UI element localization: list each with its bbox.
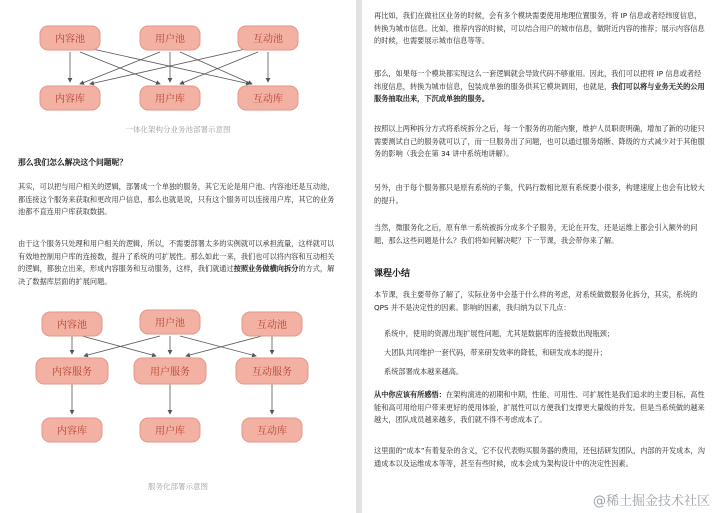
- svc-node-user-db-label: 用户库: [155, 426, 185, 437]
- svc-node-interaction-db-label: 互动库: [257, 426, 287, 437]
- right-paragraph-6: 本节课，我主要带你了解了，实际业务中会基于什么样的考虑，对系统做微服务化拆分，其实，系统的 QPS 并不是决定性的因素。影响的因素，我归纳为以下几点：: [374, 290, 698, 312]
- right-paragraph-4: 另外，由于每个服务都只是原有系统的子集，代码行数相比原有系统要小很多，构建速度上也会有比较大的提升。: [374, 183, 705, 205]
- summary-section-title: 课程小结: [374, 269, 411, 279]
- svc-node-interaction-service-label: 互动服务: [252, 367, 292, 378]
- right-page: [362, 0, 720, 513]
- diagram2-top-row: [42, 310, 302, 336]
- watermark: @稀土掘金技术社区: [592, 494, 710, 509]
- diagram2-caption: 服务化部署示意图: [148, 482, 208, 491]
- diagram1-top-row: [40, 26, 298, 50]
- right-paragraph-5: 当然，微服务化之后，原有单一系统被拆分成多个子服务，无论在开发，还是运维上都会引入额外的问题，那么这些问题是什么？我们将如何解决呢？下一节课，我会带你来了解。: [374, 223, 698, 245]
- right-paragraph-3: 按照以上两种拆分方式将系统拆分之后，每一个服务的功能内聚，维护人员职责明确，增加了新的功能只需要测试自己的服务就可以了，而一旦服务出了问题，也可以通过服务熔断、降级的方式减少对于其他服务的影响（我会在第 34 讲中系统地讲解）。: [374, 124, 705, 159]
- left-paragraph-1: 其实，可以把与用户相关的逻辑，部署成一个单独的服务，其它无论是用户池、内容池还是互动池，都连接这个服务来获取和更改用户信息，那么也就是说，只有这个服务可以连接用户库，其它的业务池都不直连用户库获取数据。: [18, 182, 335, 217]
- node-interaction-db-label: 互动库: [253, 94, 283, 105]
- diagram2-bottom-row: [42, 418, 302, 442]
- summary-bullet-2: 大团队共同维护一套代码，带来研发效率的降低，和研发成本的提升；: [384, 348, 607, 357]
- svc-node-user-pool-label: 用户池: [155, 318, 185, 329]
- svc-node-content-db-label: 内容库: [57, 426, 87, 437]
- right-paragraph-8: 这里面的“成本”有着复杂的含义，它不仅代表购买服务器的费用，还包括研发团队，内部的开发成本，沟通成本以及运维成本等等，甚至有些时候，成本会成为架构设计中的决定性因素。: [374, 446, 705, 468]
- diagram1-arrows: [70, 48, 268, 84]
- left-paragraph-2: [18, 238, 336, 288]
- svc-node-user-service-label: 用户服务: [150, 367, 190, 378]
- summary-bullet-3: 系统部署成本越来越高。: [384, 367, 464, 376]
- diagram2-mid-row: [36, 358, 308, 384]
- node-content-pool-label: 内容池: [55, 34, 85, 45]
- diagram-service-deployment: [0, 300, 356, 470]
- right-paragraph-7: [374, 389, 708, 427]
- question-heading: 那么我们怎么解决这个问题呢？: [18, 158, 128, 167]
- node-interaction-pool-label: 互动池: [253, 34, 283, 45]
- left-p2-tail: 的方式，解决了数据库层面的扩展问题。: [18, 264, 335, 286]
- left-p2-text: 由于这个服务只处理和用户相关的逻辑，所以，不需要部署太多的实例就可以承担流量，这样就可以有效地控制用户库的连接数，提升了系统的可扩展性。那么如此一来，我们也可以将内容和互动相关的逻辑，都独立出来，形成内容服务和互动服务，这样，我们就通过: [18, 239, 335, 274]
- svc-node-interaction-pool-label: 互动池: [257, 320, 287, 331]
- left-p2-bold: 按照业务做横向拆分: [233, 264, 299, 274]
- right-p7-bold: 从中你应该有所感悟：: [374, 390, 446, 399]
- node-user-db-label: 用户库: [155, 94, 185, 105]
- right-paragraph-2: [374, 68, 708, 106]
- svc-node-content-pool-label: 内容池: [57, 320, 87, 331]
- node-user-pool-label: 用户池: [155, 34, 185, 45]
- diagram1-caption: 一体化架构分业务池部署示意图: [125, 125, 231, 134]
- summary-bullet-1: 系统中，使用的资源出现扩展性问题，尤其是数据库的连接数出现瓶颈；: [384, 329, 615, 338]
- diagram1-bottom-row: [40, 86, 298, 110]
- left-page: [0, 0, 356, 513]
- right-paragraph-1: 再比如，我们在做社区业务的时候，会有多个模块需要使用地理位置服务，将 IP 信息或者经纬度信息，转换为城市信息。比如，推荐内容的时候，可以结合用户的城市信息，做附近内容的推荐；展示内容信息的时候，也需要展示城市信息等等。: [374, 11, 705, 46]
- svc-node-content-service-label: 内容服务: [52, 367, 92, 378]
- right-p7-text: 在架构演进的初期和中期，性能、可用性、可扩展性是我们追求的主要目标，高性能和高可用给用户带来更好的使用体验，扩展性可以方便我们支撑更大量级的并发。但是当系统做的越来越大，团队成员越来越多，我们就不得不考虑成本了。: [374, 390, 705, 425]
- node-content-db-label: 内容库: [55, 94, 85, 105]
- right-p2-text: 那么，如果每一个模块都实现这么一套逻辑就会导致代码不够重用。因此，我们可以把将 IP 信息或者经纬度信息，转换为城市信息，包装成单独的服务供其它模块调用，也就是，: [374, 69, 702, 91]
- right-p2-bold: 我们可以将与业务无关的公用服务抽取出来，下沉成单独的服务。: [374, 81, 705, 104]
